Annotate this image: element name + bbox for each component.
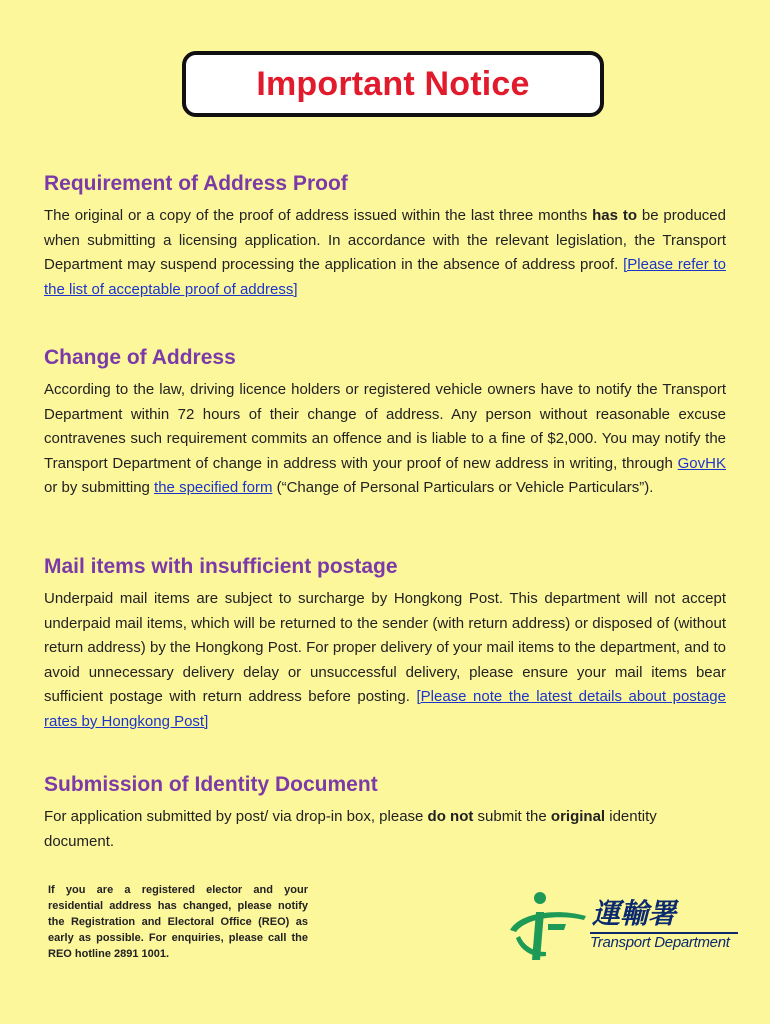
body-text: According to the law, driving licence holders or registered vehicle owners have to notify the Transport Department within 72 hours of their change of address. Any person without reasonable excuse contravenes such requirement commits an offence and is liable to a fine of $2,000. You may notify the Transport Department of change in address with your proof of new address in writing, through (44, 381, 726, 472)
page-title: Important Notice (256, 64, 530, 103)
notice-banner (182, 51, 604, 117)
postage-rates-link[interactable]: [Please note the latest details about postage rates by Hongkong Post] (44, 688, 726, 730)
body-text: or by submitting (44, 479, 155, 496)
section-address-proof (44, 172, 726, 302)
section-body (44, 378, 726, 501)
emphasis-text: do not (427, 808, 474, 825)
logo-chinese-text: 運輸署 (592, 897, 677, 930)
body-text: identity document. (44, 808, 657, 850)
section-heading: Change of Address (44, 346, 236, 369)
section-body (44, 204, 726, 302)
proof-of-address-link[interactable]: [Please refer to the list of acceptable proof of address] (44, 256, 726, 298)
reo-note: If you are a registered elector and your residential address has changed, please notify the Registration and Electoral Office (REO) as early as possible. For enquiries, please call the REO hotline 2891 1001. (48, 884, 308, 960)
section-heading: Mail items with insufficient postage (44, 555, 398, 578)
section-identity-document (44, 773, 704, 854)
section-body (44, 805, 704, 854)
transport-department-logo (506, 890, 742, 962)
section-heading: Requirement of Address Proof (44, 172, 348, 195)
section-change-of-address (44, 346, 726, 501)
section-heading: Submission of Identity Document (44, 773, 378, 796)
logo-english-text: Transport Department (590, 934, 730, 951)
specified-form-link[interactable]: the specified form (154, 479, 273, 496)
body-text: (“Change of Personal Particulars or Vehicle Particulars”). (272, 479, 654, 496)
body-text: submit the (473, 808, 551, 825)
emphasis-text: has to (592, 207, 638, 224)
body-text: For application submitted by post/ via drop-in box, please (44, 808, 428, 825)
section-mail-items (44, 555, 726, 734)
emphasis-text: original (550, 808, 606, 825)
govhk-link[interactable]: GovHK (677, 454, 726, 472)
body-text: The original or a copy of the proof of address issued within the last three months (44, 207, 593, 224)
body-text: be produced when submitting a licensing application. In accordance with the relevant legislation, the Transport Department may suspend processing the application in the absence of address proof. (44, 207, 726, 273)
td-emblem-icon (506, 890, 590, 962)
section-body (44, 587, 726, 734)
body-text: Underpaid mail items are subject to surcharge by Hongkong Post. This department will not accept underpaid mail items, which will be returned to the sender (with return address) or disposed of (without return address) by the Hongkong Post. For proper delivery of your mail items to the department, and to avoid unnecessary delivery delay or unsuccessful delivery, please ensure your mail items bear sufficient postage with return address before posting. (44, 590, 726, 705)
